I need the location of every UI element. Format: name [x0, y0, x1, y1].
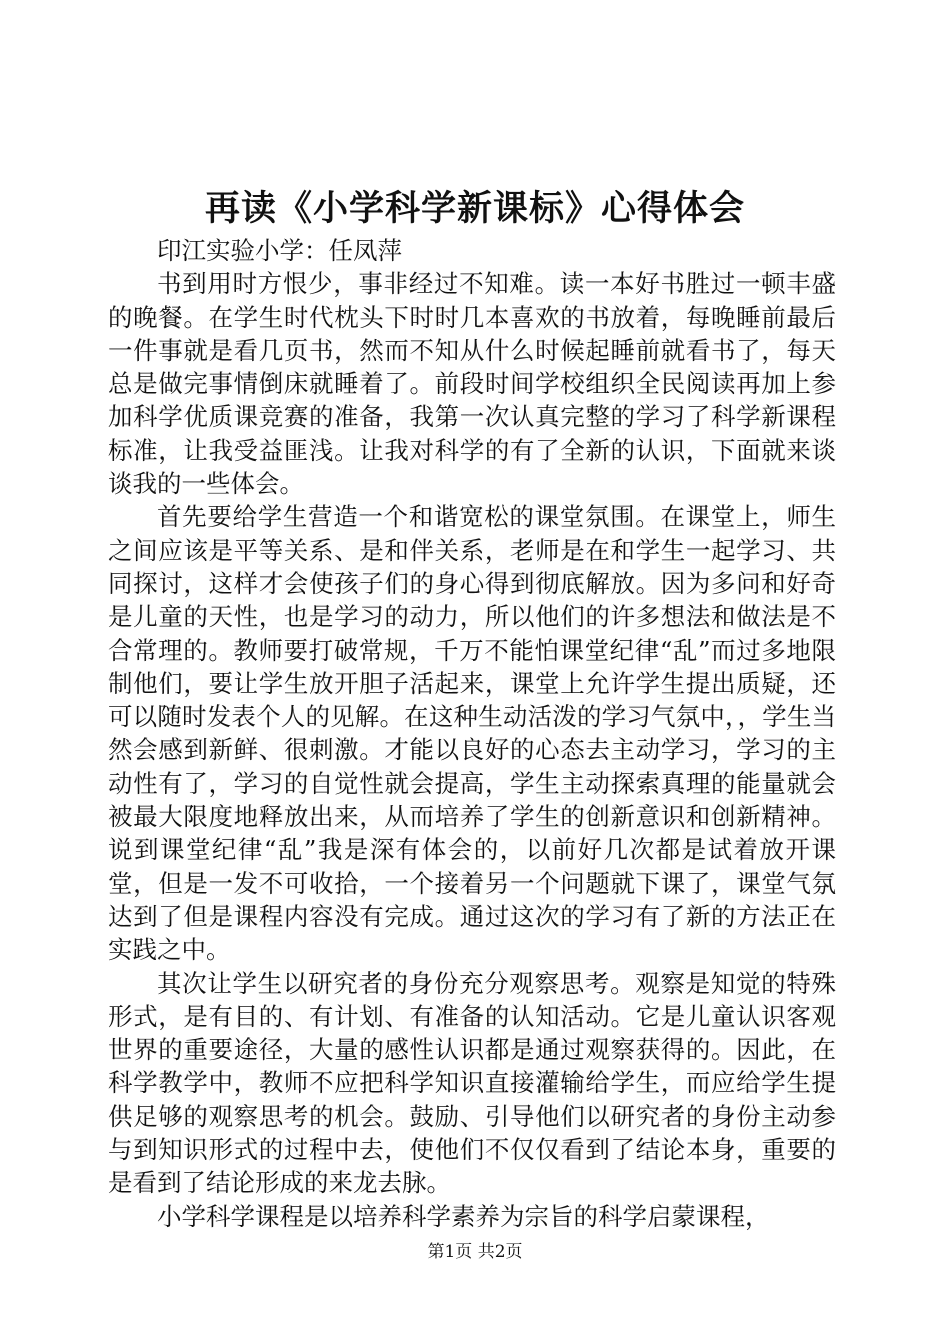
paragraph-4: 小学科学课程是以培养科学素养为宗旨的科学启蒙课程，	[157, 1201, 770, 1231]
paragraph-3: 其次让学生以研究者的身份充分观察思考。观察是知觉的特殊形式，是有目的、有计划、有准备的认知活动。它是儿童认识客观世界的重要途径，大量的感性认识都是通过观察获得的。因此，在科学教学中，教师不应把科学知识直接灌输给学生，而应给学生提供足够的观察思考的机会。鼓励、引导他们以研究者的身份主动参与到知识形式的过程中去，使他们不仅仅看到了结论本身，重要的是看到了结论形成的来龙去脉。	[108, 968, 836, 1198]
document-title: 再读《小学科学新课标》心得体会	[204, 188, 745, 229]
paragraph-1: 书到用时方恨少，事非经过不知难。读一本好书胜过一顿丰盛的晚餐。在学生时代枕头下时时几本喜欢的书放着，每晚睡前最后一件事就是看几页书，然而不知从什么时候起睡前就看书了，每天总是做完事情倒床就睡着了。前段时间学校组织全民阅读再加上参加科学优质课竞赛的准备，我第一次认真完整的学习了科学新课程标准，让我受益匪浅。让我对科学的有了全新的认识，下面就来谈谈我的一些体会。	[108, 269, 836, 499]
author-line: 印江实验小学：任凤萍	[157, 236, 402, 265]
page-number-footer: 第1页 共2页	[427, 1242, 523, 1262]
paragraph-2: 首先要给学生营造一个和谐宽松的课堂氛围。在课堂上，师生之间应该是平等关系、是和伴关系，老师是在和学生一起学习、共同探讨，这样才会使孩子们的身心得到彻底解放。因为多问和好奇是儿童的天性，也是学习的动力，所以他们的许多想法和做法是不合常理的。教师要打破常规，千万不能怕课堂纪律“乱”而过多地限制他们，要让学生放开胆子活起来，课堂上允许学生提出质疑，还可以随时发表个人的见解。在这种生动活泼的学习气氛中，，学生当然会感到新鲜、很刺激。才能以良好的心态去主动学习，学习的主动性有了，学习的自觉性就会提高，学生主动探索真理的能量就会被最大限度地释放出来，从而培养了学生的创新意识和创新精神。说到课堂纪律“乱”我是深有体会的，以前好几次都是试着放开课堂，但是一发不可收拾，一个接着另一个问题就下课了，课堂气氛达到了但是课程内容没有完成。通过这次的学习有了新的方法正在实践之中。	[108, 502, 836, 965]
document-body	[108, 234, 836, 1233]
